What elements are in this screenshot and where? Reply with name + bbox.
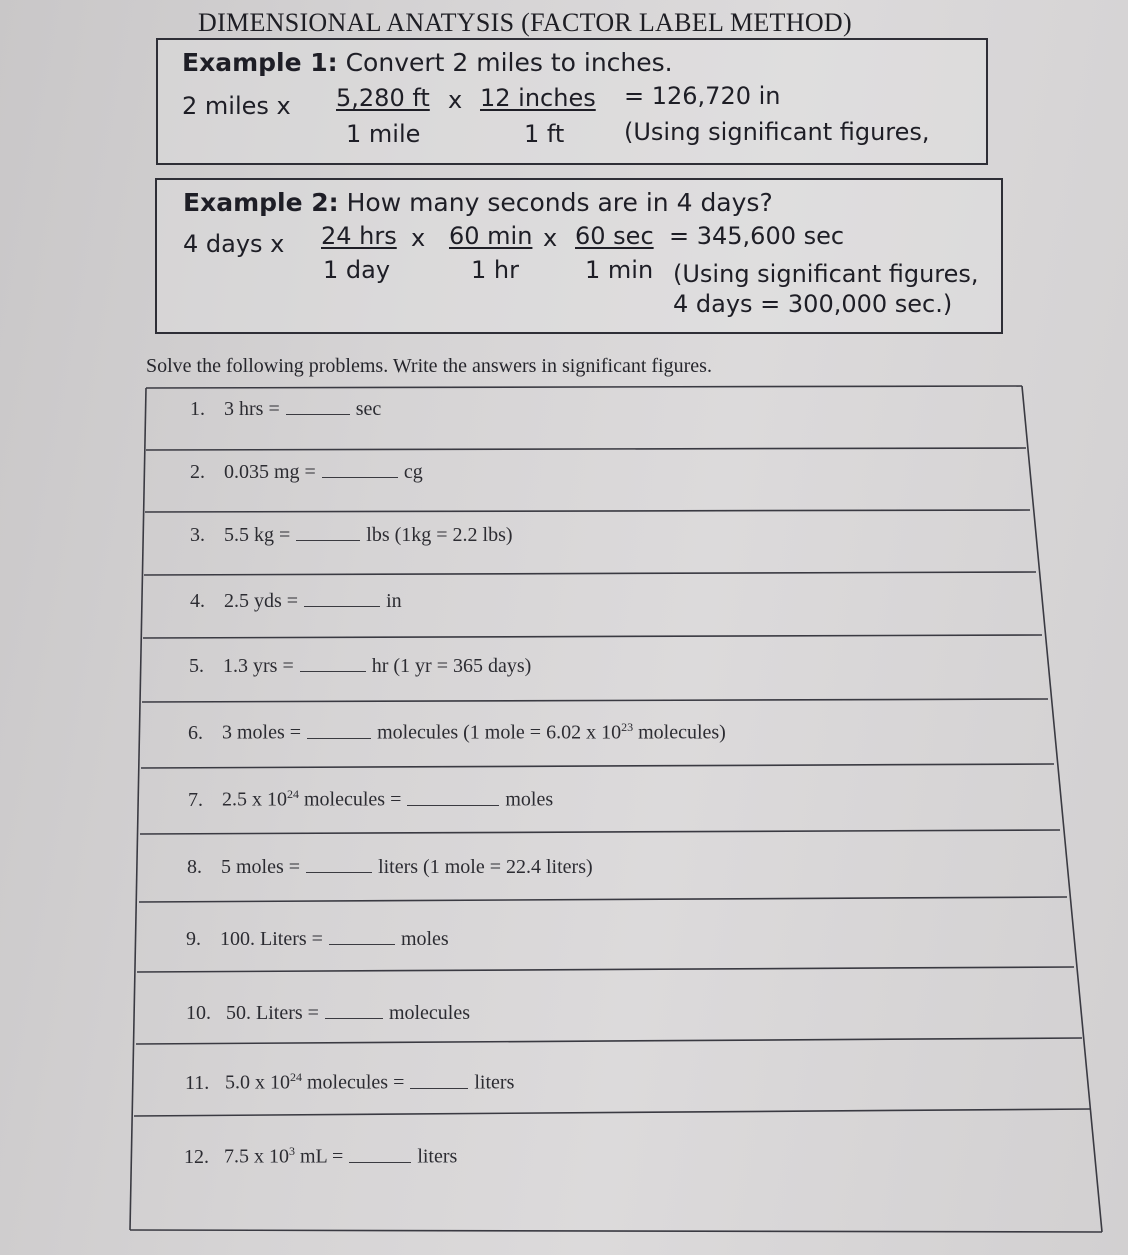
problem-2 — [190, 461, 423, 484]
problem-unit: cg — [403, 461, 423, 483]
example-1-note: (Using significant figures, — [624, 118, 930, 146]
example-1-factor1-numerator: 5,280 ft — [336, 84, 430, 112]
problem-expression: 5 moles = — [221, 856, 301, 878]
exponent: 3 — [289, 1144, 295, 1158]
problem-number: 3. — [190, 524, 205, 546]
answer-blank[interactable] — [306, 858, 372, 873]
answer-blank[interactable] — [349, 1148, 411, 1163]
problem-11 — [185, 1070, 514, 1095]
problem-1 — [190, 398, 381, 421]
problem-number: 8. — [187, 856, 202, 878]
problem-unit: moles — [505, 788, 554, 811]
problem-7 — [188, 787, 553, 812]
example-1-box — [156, 38, 988, 165]
table-row-divider — [137, 967, 1074, 972]
table-left-border — [130, 388, 146, 1230]
problem-unit: liters (1 mole = 22.4 liters) — [378, 856, 593, 878]
example-2-factor2-numerator: 60 min — [449, 222, 533, 250]
problem-unit: hr (1 yr = 365 days) — [371, 655, 532, 677]
answer-blank[interactable] — [407, 791, 499, 806]
example-2-note-line-1: (Using significant figures, — [673, 260, 979, 288]
problem-unit: lbs (1kg = 2.2 lbs) — [366, 524, 513, 546]
example-1-question: Convert 2 miles to inches. — [345, 48, 673, 77]
example-2-times-sign-2: x — [543, 224, 558, 252]
problem-number: 11. — [185, 1071, 210, 1094]
example-2-factor1-numerator: 24 hrs — [321, 222, 397, 250]
table-bottom-border — [130, 1230, 1102, 1232]
problem-unit: molecules (1 mole = 6.02 x 10 — [377, 721, 622, 744]
table-row-divider — [143, 635, 1042, 638]
answer-blank[interactable] — [410, 1074, 468, 1089]
answer-blank[interactable] — [322, 463, 398, 478]
problem-5 — [189, 655, 531, 678]
answer-blank[interactable] — [325, 1004, 383, 1019]
answer-blank[interactable] — [286, 400, 350, 415]
problem-expression: 2.5 yds = — [224, 590, 299, 612]
problem-number: 1. — [190, 398, 205, 420]
problem-12 — [184, 1144, 457, 1169]
problem-6 — [188, 720, 726, 745]
problem-number: 2. — [190, 461, 205, 483]
example-2-factor2-denominator: 1 hr — [471, 256, 519, 284]
problem-10 — [186, 1002, 470, 1025]
example-2-factor3-numerator: 60 sec — [575, 222, 654, 250]
problem-expression-suffix: mL = — [295, 1145, 344, 1168]
answer-blank[interactable] — [304, 592, 380, 607]
problem-number: 5. — [189, 655, 204, 677]
table-row-divider — [136, 1038, 1082, 1044]
problem-unit: moles — [400, 928, 449, 950]
example-1-result: = 126,720 in — [624, 82, 781, 110]
example-2-box — [155, 178, 1003, 334]
worksheet-title: DIMENSIONAL ANATYSIS (FACTOR LABEL METHOD) — [198, 8, 852, 37]
example-1-factor1-denominator: 1 mile — [346, 120, 421, 148]
table-row-divider — [139, 897, 1067, 902]
table-row-divider — [140, 830, 1060, 834]
table-row-divider — [141, 764, 1054, 768]
problem-number: 9. — [186, 928, 201, 950]
problem-unit: molecules — [388, 1002, 471, 1024]
example-2-times-sign-1: x — [411, 224, 426, 252]
example-1-factor2-denominator: 1 ft — [524, 120, 565, 148]
answer-blank[interactable] — [300, 657, 366, 672]
example-2-question: How many seconds are in 4 days? — [346, 188, 773, 217]
table-right-border — [1022, 386, 1102, 1232]
exponent: 24 — [290, 1070, 302, 1084]
problem-8 — [187, 856, 593, 879]
problem-expression: 3 hrs = — [224, 398, 280, 420]
instructions: Solve the following problems. Write the answers in significant figures. — [146, 355, 712, 377]
example-1-factor2-numerator: 12 inches — [480, 84, 596, 112]
problem-4 — [190, 590, 402, 613]
problem-expression-suffix: molecules = — [302, 1071, 405, 1094]
problem-expression: 50. Liters = — [226, 1002, 319, 1024]
problem-number: 12. — [184, 1145, 209, 1168]
problem-expression: 1.3 yrs = — [223, 655, 294, 677]
problem-unit-suffix: molecules) — [633, 721, 726, 744]
problem-3 — [190, 524, 513, 547]
exponent: 24 — [287, 787, 299, 801]
example-1-heading: Example 1: — [182, 48, 338, 77]
problem-expression: 0.035 mg = — [224, 461, 316, 483]
table-row-divider — [146, 448, 1026, 450]
problem-expression: 7.5 x 10 — [224, 1145, 289, 1168]
example-2-factor3-denominator: 1 min — [585, 256, 654, 284]
table-row-divider — [142, 699, 1048, 702]
answer-blank[interactable] — [296, 526, 360, 541]
problem-9 — [186, 928, 449, 951]
table-row-divider — [144, 572, 1036, 575]
answer-blank[interactable] — [307, 724, 371, 739]
answer-blank[interactable] — [329, 930, 395, 945]
table-row-divider — [134, 1109, 1090, 1116]
example-2-start: 4 days x — [183, 230, 285, 258]
table-row-divider — [145, 510, 1030, 512]
problem-expression: 2.5 x 10 — [222, 788, 287, 811]
problem-expression: 100. Liters = — [220, 928, 323, 950]
example-1-heading-line — [182, 48, 673, 77]
table-top-border — [146, 386, 1022, 388]
problem-expression: 3 moles = — [222, 721, 302, 744]
example-1-times-sign: x — [448, 86, 463, 114]
exponent: 23 — [621, 720, 634, 734]
example-2-factor1-denominator: 1 day — [323, 256, 391, 284]
problem-unit: liters — [474, 1071, 515, 1094]
problem-expression: 5.5 kg = — [224, 524, 291, 546]
example-2-heading: Example 2: — [183, 188, 339, 217]
problem-number: 7. — [188, 788, 203, 811]
example-2-heading-line — [183, 188, 773, 217]
problem-number: 10. — [186, 1002, 211, 1024]
problem-unit: sec — [355, 398, 382, 420]
problem-number: 6. — [188, 721, 203, 744]
example-2-note-line-2: 4 days = 300,000 sec.) — [673, 290, 953, 318]
example-1-start: 2 miles x — [182, 92, 291, 120]
problem-expression: 5.0 x 10 — [225, 1071, 290, 1094]
problem-expression-suffix: molecules = — [299, 788, 402, 811]
example-2-result: = 345,600 sec — [669, 222, 845, 250]
problem-unit: liters — [417, 1145, 458, 1168]
problem-unit: in — [386, 590, 402, 612]
problem-number: 4. — [190, 590, 205, 612]
